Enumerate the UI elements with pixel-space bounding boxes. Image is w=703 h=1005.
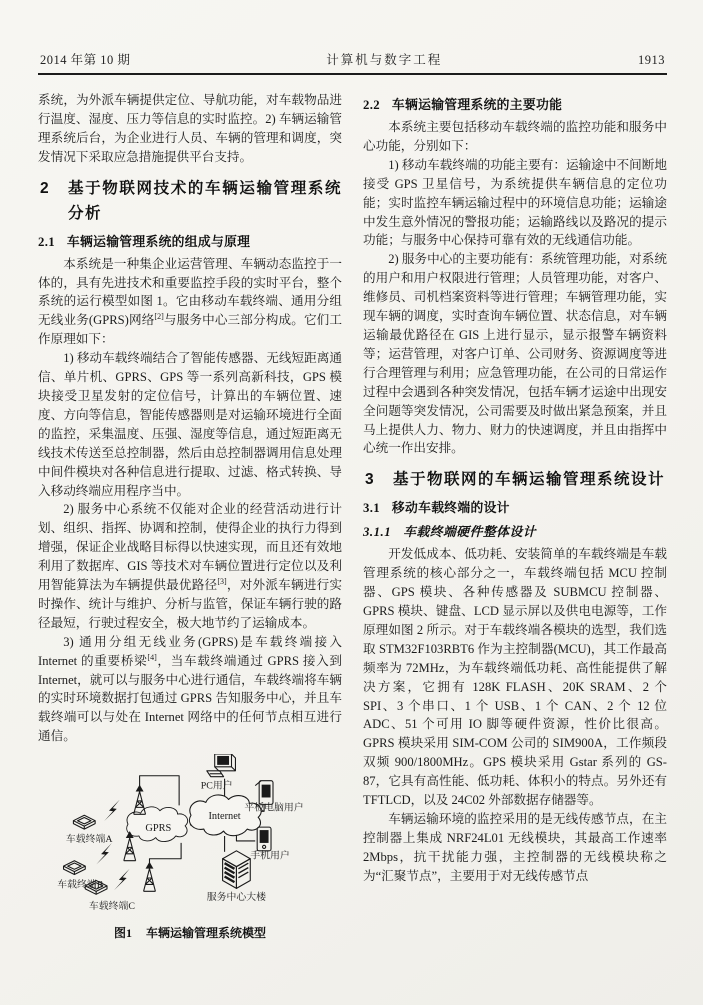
paragraph: 开发低成本、低功耗、安装简单的车载终端是车载管理系统的核心部分之一，车载终端包括 MCU 控制器、GPS 模块、各种传感器及 SUBMCU 控制器、GPRS 模块、键盘、LCD 显示屏以及供电电源等，工作原理如图 2 所示。对于车载终端各模块的选型，我们选取 STM32F103RBT6 作为主控制器(MCU)，其工作最高频率为 72MHz，为车载终端低功耗、高性能提供了解决方案，它拥有 128K FLASH、20K SRAM、2 个 SPI、3 个串口、1 个 USB、1 个 CAN、2 个 12 位 ADC、51 个可用 IO 脚等硬件资源，性价比很高。GPRS 模块采用 SIM-COM 公司的 SIM900A，工作频段双频 900/1800MHz。GPS 模块采用 Gstar 系列的 GS-87，它具有高性能、低功耗、体积小的特点。另外还有 TFTLCD，以及 24C02 外部数据存储器等。 (363, 547, 667, 808)
section-2-1-heading (38, 231, 342, 253)
section-number: 2 (40, 179, 49, 197)
tablet-icon (255, 781, 273, 805)
paragraph-text: 与服务中心三部分构成。它们工作原理如下： (38, 313, 343, 347)
internet-cloud (189, 795, 261, 836)
paragraph: 车辆运输环境的监控采用的是无线传感节点，在主控制器上集成 NRF24L01 无线模块，其最高工作速率 2Mbps，抗干扰能力强，主控制器的无线模块称之为“汇聚节点”，主要用于对无线传感节点 (363, 812, 667, 883)
vehicle-terminal-a (66, 815, 114, 845)
paragraph-text: ，对外派车辆进行实时操作、统计与维护、分析与监管，保证车辆行驶的路径最短，行驶过程安全，极大地节约了运输成本。 (38, 578, 343, 630)
header-page-number: 1913 (638, 53, 665, 67)
reference-superscript: [4] (147, 652, 157, 662)
phone-user-node (250, 827, 290, 862)
paragraph-text: 2) 服务中心系统不仅能对企业的经营活动进行计划、组织、指挥、协调和控制，使得企业的执行力得到增强，保证企业战略目标得以快速实现，而且还有效地利用了数据库、GIS 等技术对车辆位置进行定位以及利用智能算法为车辆提供最优路径 (38, 502, 342, 593)
section-title: 基于物联网技术的车辆运输管理系统分析 (68, 179, 342, 222)
tablet-user-label: 平板电脑用户 (244, 802, 304, 814)
paragraph: 本系统主要包括移动车载终端的监控功能和服务中心功能，分别如下： (363, 120, 667, 153)
section-3-1-1-heading (363, 522, 667, 543)
paragraph: 1) 移动车载终端的功能主要有：运输途中不间断地接受 GPS 卫星信号，为系统提供车辆信息的定位功能；实时监控车辆运输过程中的环境信息功能；运输途中发生意外情况的警报功能；运输路线以及路况的提示功能；与服务中心保持可靠有效的无线通信功能。 (363, 157, 667, 248)
paragraph-text: ，当车载终端通过 GPRS 接入到 Internet，就可以与服务中心进行通信，车载终端将车辆的实时环境数据打包通过 GPRS 告知服务中心，并且车载终端可以与处在 Internet 网络中的任何节点相互进行通信。 (38, 653, 342, 744)
section-2-2-heading (363, 94, 667, 116)
terminal-device-icon (64, 861, 86, 875)
section-title: 移动车载终端的设计 (391, 500, 510, 516)
building-icon (223, 851, 251, 889)
paragraph-text: 3) 通用分组无线业务(GPRS)是车载终端接入 Internet 的重要桥梁 (38, 634, 342, 668)
figure-1 (38, 754, 342, 943)
tablet-user-node (244, 781, 303, 814)
lightning-bolt-icon (102, 800, 122, 822)
pc-user-node (201, 754, 236, 792)
terminal-b-label: 车载终端B (57, 879, 104, 891)
lightning-bolt-icon (112, 869, 132, 891)
pc-icon (207, 754, 236, 777)
section-title: 车辆运输管理系统的组成与原理 (66, 233, 251, 249)
section-title: 基于物联网的车辆运输管理系统设计 (393, 471, 666, 489)
gprs-cloud-label: GPRS (145, 823, 172, 835)
lightning-bolt-icon (94, 843, 114, 865)
page-header (38, 50, 667, 73)
header-journal-title: 计算机与数字工程 (326, 53, 443, 67)
paragraph: 2) 服务中心的主要功能有：系统管理功能，对系统的用户和用户权限进行管理；人员管理功能，对客户、维修员、司机档案资料等进行管理；车辆管理功能，实现车辆的调度，实时查询车辆位置、状态信息，对车辆运输最优路径在 GIS 上进行显示，显示报警车辆资料等；运营管理，对客户订单、公司财务、资源调度等进行合理管理与利用；应急管理功能，在公司的日常运作过程中会遇到各种突发情况，包括车辆才运途中出现安全问题等突发情况，公司需要及时做出紧急预案，并且马上提供人力、物力、财力的快速调度，并且由指挥中心统一作出安排。 (363, 252, 667, 456)
internet-cloud-label: Internet (208, 811, 241, 823)
section-number: 2.2 (363, 98, 380, 112)
terminal-device-icon (73, 815, 95, 829)
reference-superscript: [2] (154, 312, 164, 322)
terminal-c-label: 车载终端C (88, 901, 135, 913)
left-column (38, 91, 342, 943)
phone-icon (257, 827, 271, 851)
figure-caption (38, 924, 342, 943)
section-number: 2.1 (38, 234, 55, 249)
paragraph-text: 本系统是一种集企业运营管理、车辆动态监控于一体的，具有先进技术和重要监控手段的实时平台，整个系统的运行模型如图 1。它由移动车载终端、通用分组无线业务(GPRS)网络 (38, 256, 342, 328)
section-3-heading (363, 467, 667, 492)
paragraph: 1) 移动车载终端结合了智能传感器、无线短距离通信、单片机、GPRS、GPS 等一系列高新科技，GPS 模块接受卫星发射的定位信号，计算出的车辆位置、速度、方向等信息，智能传感器则是对运输环境进行全面的监控，采集温度、压强、湿度等信息，通过短距离无线技术传送至总控制器，然后由总控制器调用信息处理中间件模块对各种信息进行提取、过滤、格式转换、导入移动终端应用程序当中。 (38, 351, 342, 498)
figure-caption-label: 图1 (113, 926, 132, 941)
section-title: 车辆运输管理系统的主要功能 (391, 97, 563, 112)
right-column (363, 91, 667, 943)
figure-caption-text: 车辆运输管理系统模型 (146, 926, 267, 941)
paragraph (38, 500, 342, 632)
paragraph-continuation: 系统，为外派车辆提供定位、导航功能，对车载物品进行温度、湿度、压力等信息的实时监控。2) 车辆运输管理系统后台，为企业进行人员、车辆的管理和调度，突发情况下采取应急措施提供平台支持。 (38, 93, 342, 164)
pc-user-label: PC用户 (200, 780, 233, 792)
section-title: 车载终端硬件整体设计 (403, 525, 537, 540)
gprs-cloud (127, 807, 188, 842)
section-2-heading (38, 176, 342, 226)
section-3-1-heading (363, 497, 667, 519)
terminal-a-label: 车载终端A (65, 834, 113, 846)
system-model-diagram (39, 754, 341, 920)
reference-superscript: [3] (217, 576, 227, 586)
section-number: 3.1 (363, 501, 380, 516)
paragraph (38, 255, 342, 350)
vehicle-terminal-b (57, 861, 104, 891)
paragraph (38, 633, 342, 746)
service-center-label: 服务中心大楼 (206, 892, 267, 904)
phone-user-label: 手机用户 (250, 850, 290, 862)
header-rule (38, 73, 667, 75)
section-number: 3.1.1 (363, 525, 392, 540)
antenna-tower-icon (144, 862, 156, 892)
two-column-body (38, 91, 667, 943)
section-number: 3 (365, 471, 374, 489)
header-issue: 2014 年第 10 期 (40, 53, 131, 67)
